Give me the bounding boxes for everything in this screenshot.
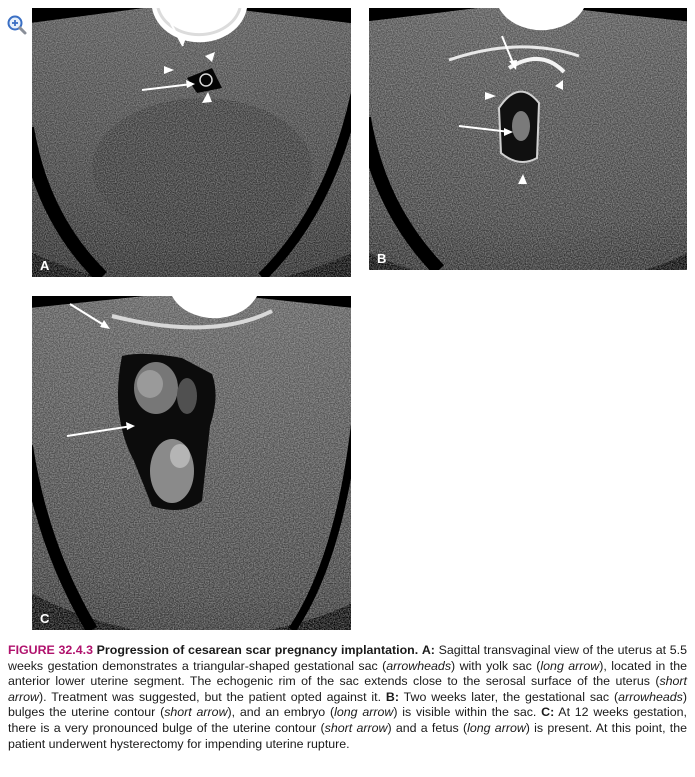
ultrasound-panel-c bbox=[32, 296, 351, 630]
caption-segment: long arrow bbox=[467, 720, 526, 735]
figure-caption bbox=[8, 643, 687, 752]
caption-segment: ) bulges the uterine contour ( bbox=[8, 689, 687, 720]
caption-segment: ) and a fetus ( bbox=[387, 720, 468, 735]
ultrasound-panel-b bbox=[369, 8, 687, 270]
caption-segment: ), located in the anterior lower uterine segment. The echogenic rim of the sac extends close to the serosal surface of the uterus ( bbox=[8, 658, 687, 689]
caption-segment: Two weeks later, the gestational sac ( bbox=[398, 689, 619, 704]
caption-segment: At 12 weeks gestation, there is a very pronounced bulge of the uterine contour ( bbox=[8, 705, 687, 735]
caption-segment: arrowheads bbox=[618, 689, 683, 704]
panel-label-c: C bbox=[40, 611, 50, 626]
caption-segment: ) is visible within the sac. bbox=[393, 705, 542, 720]
caption-segment: ) with yolk sac ( bbox=[451, 658, 541, 673]
caption-segment: long arrow bbox=[540, 658, 600, 673]
caption-segment: Sagittal transvaginal view of the uterus at 5.5 weeks gestation demonstrates a triangular-shaped gestational sac ( bbox=[8, 643, 687, 673]
panel-label-a: A bbox=[40, 258, 50, 273]
caption-segment: ), and an embryo ( bbox=[227, 705, 335, 720]
caption-segment: arrowheads bbox=[386, 658, 452, 673]
caption-body bbox=[8, 643, 687, 751]
panel-label-b: B bbox=[377, 251, 387, 266]
figure-label: FIGURE 32.4.3 bbox=[8, 643, 93, 657]
zoom-in-icon[interactable] bbox=[6, 14, 28, 36]
caption-segment: ). Treatment was suggested, but the patient opted against it. bbox=[38, 689, 386, 704]
caption-segment: A: bbox=[421, 643, 435, 657]
caption-segment: short arrow bbox=[164, 705, 228, 720]
caption-segment: long arrow bbox=[334, 705, 394, 720]
caption-segment: short arrow bbox=[324, 720, 388, 735]
caption-segment: B: bbox=[385, 689, 399, 704]
caption-segment: ) is present. At this point, the patient underwent hysterectomy for impending uterine rupture. bbox=[8, 720, 687, 751]
caption-segment: C: bbox=[541, 705, 555, 720]
ultrasound-panel-a bbox=[32, 8, 351, 277]
caption-segment: short arrow bbox=[8, 674, 687, 704]
figure-title: Progression of cesarean scar pregnancy implantation. bbox=[96, 643, 419, 657]
